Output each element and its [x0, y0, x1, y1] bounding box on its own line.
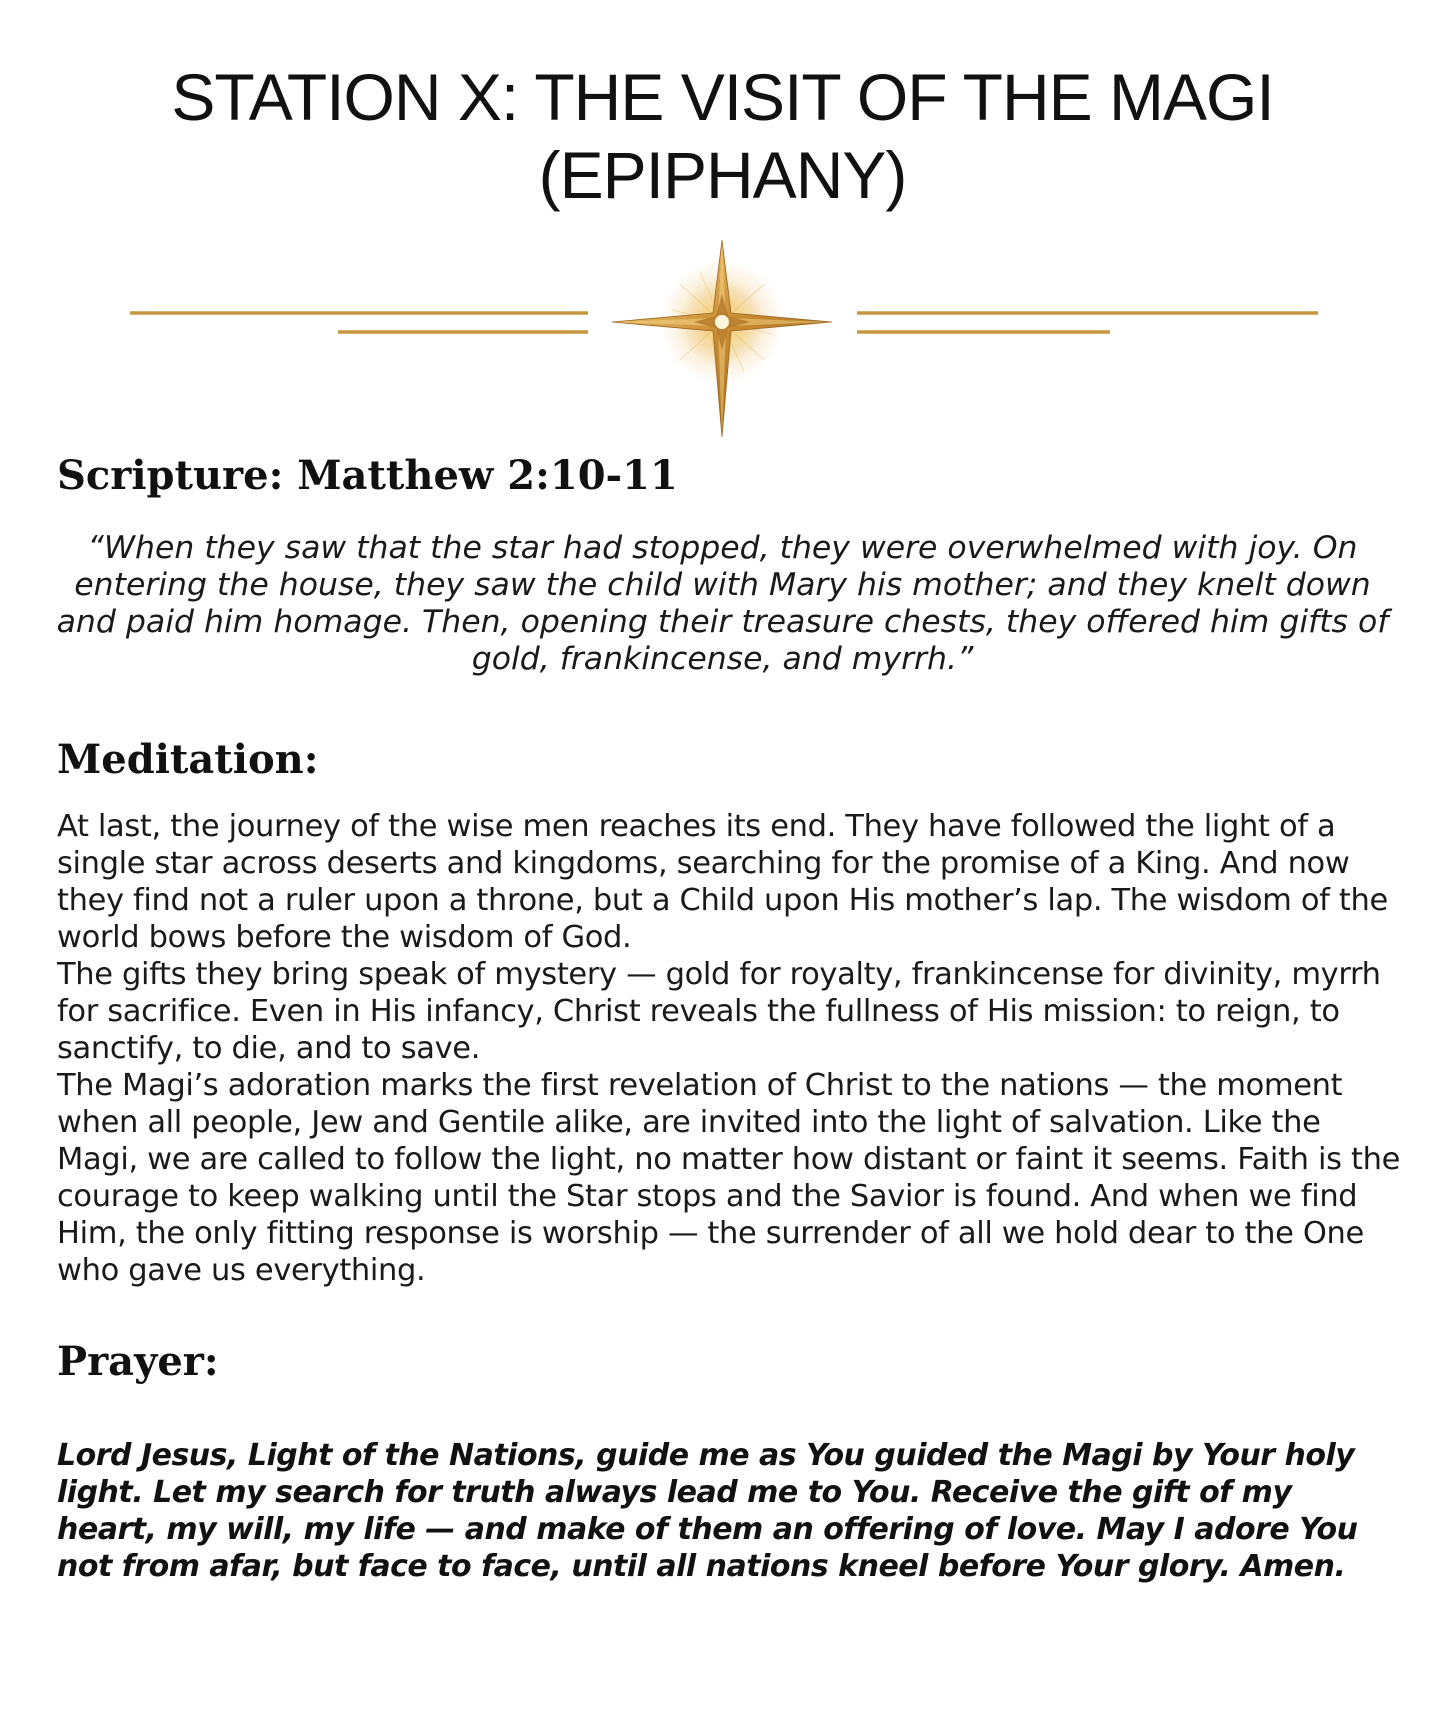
title-line-1: STATION X: THE VISIT OF THE MAGI	[171, 60, 1274, 134]
scripture-heading: Scripture: Matthew 2:10-11	[57, 452, 678, 499]
meditation-paragraph: At last, the journey of the wise men reaches its end. They have followed the light of a single star across deserts and kingdoms, searching for the promise of a King. And now they find not a ruler upon a throne, but a Child upon His mother’s lap. The wisdom of the world bows before the wisdom of God.	[57, 809, 1388, 955]
star-divider	[0, 232, 1445, 442]
meditation-heading: Meditation:	[57, 736, 319, 783]
scripture-quote: “When they saw that the star had stopped, they were overwhelmed with joy. On entering the house, they saw the child with Mary his mother; and they knelt down and paid him homage. Then, opening their treasure chests, they offered him gifts of gold, frankincense, and myrrh.”	[56, 530, 1389, 677]
star-icon	[612, 240, 832, 437]
title-line-2: (EPIPHANY)	[538, 138, 907, 212]
meditation-paragraph: The gifts they bring speak of mystery — gold for royalty, frankincense for divinity, myrrh for sacrifice. Even in His infancy, Christ reveals the fullness of His mission: to reign, to sanctify, to die, and to save.	[57, 957, 1381, 1066]
prayer-text: Lord Jesus, Light of the Nations, guide me as You guided the Magi by Your holy light. Let my search for truth always lead me to You. Receive the gift of my heart, my will, my life — and make of them an offering of love. May I adore You not from afar, but face to face, until all nations kneel before Your glory. Amen.	[57, 1438, 1358, 1584]
meditation-body	[57, 808, 1407, 1289]
page-title	[0, 58, 1445, 214]
meditation-paragraph: The Magi’s adoration marks the first revelation of Christ to the nations — the moment when all people, Jew and Gentile alike, are invited into the light of salvation. Like the Magi, we are called to follow the light, no matter how distant or faint it seems. Faith is the courage to keep walking until the Star stops and the Savior is found. And when we find Him, the only fitting response is worship — the surrender of all we hold dear to the One who gave us everything.	[57, 1068, 1400, 1288]
prayer-heading: Prayer:	[57, 1338, 219, 1385]
